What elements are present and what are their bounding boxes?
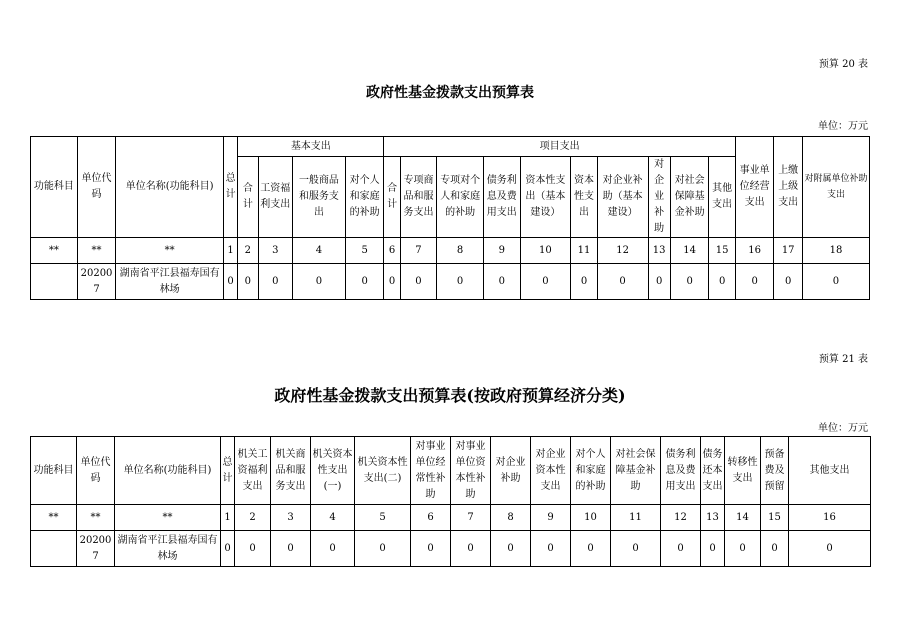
header-basic-sub: 对个人和家庭的补助 — [345, 157, 384, 238]
data-cell: 0 — [648, 264, 670, 300]
header-economic-col: 债务利息及费用支出 — [661, 437, 701, 505]
data-cell: 0 — [221, 531, 235, 567]
index-cell: 6 — [411, 505, 451, 531]
index-cell: 7 — [451, 505, 491, 531]
index-cell: 17 — [774, 238, 802, 264]
index-cell: 11 — [571, 238, 597, 264]
data-cell: 0 — [238, 264, 258, 300]
header-project-sub: 债务利息及费用支出 — [483, 157, 520, 238]
data-cell: 0 — [761, 531, 789, 567]
header-economic-col: 其他支出 — [789, 437, 871, 505]
index-cell: 10 — [520, 238, 571, 264]
table-row — [31, 531, 871, 567]
header-project-sub: 专项商品和服务支出 — [400, 157, 437, 238]
table-row — [31, 505, 871, 531]
data-cell: 0 — [235, 531, 271, 567]
header-economic-col: 机关商品和服务支出 — [271, 437, 311, 505]
index-cell: 12 — [597, 238, 648, 264]
index-cell: 8 — [491, 505, 531, 531]
index-cell: 9 — [483, 238, 520, 264]
header-project-sub: 其他支出 — [709, 157, 735, 238]
index-cell: 1 — [223, 238, 237, 264]
index-cell: 4 — [311, 505, 355, 531]
header-economic-col: 机关资本性支出(一) — [311, 437, 355, 505]
index-cell: 6 — [384, 238, 400, 264]
header-unit-name: 单位名称(功能科目) — [116, 137, 224, 238]
data-cell: 0 — [735, 264, 774, 300]
data-cell: 0 — [355, 531, 411, 567]
header-project-expenditure: 项目支出 — [384, 137, 735, 157]
index-cell: ** — [115, 505, 221, 531]
index-cell: 2 — [235, 505, 271, 531]
index-cell: 16 — [735, 238, 774, 264]
index-cell: 12 — [661, 505, 701, 531]
index-cell: 4 — [293, 238, 346, 264]
header-economic-col: 对社会保障基金补助 — [611, 437, 661, 505]
header-total: 总计 — [221, 437, 235, 505]
data-cell: 0 — [802, 264, 869, 300]
header-basic-expenditure: 基本支出 — [238, 137, 384, 157]
header-project-sub: 对企业补助（基本建设） — [597, 157, 648, 238]
index-cell: 8 — [437, 238, 484, 264]
index-cell: 7 — [400, 238, 437, 264]
index-cell: 5 — [345, 238, 384, 264]
header-economic-col: 对事业单位经常性补助 — [411, 437, 451, 505]
index-cell: 1 — [221, 505, 235, 531]
unit-label: 单位：万元 — [818, 423, 868, 434]
index-cell: 2 — [238, 238, 258, 264]
header-economic-col: 对个人和家庭的补助 — [571, 437, 611, 505]
header-upper-expenditure: 上缴上级支出 — [774, 137, 802, 238]
index-cell: 18 — [802, 238, 869, 264]
index-cell: 3 — [258, 238, 293, 264]
data-cell: 0 — [345, 264, 384, 300]
data-cell: 0 — [789, 531, 871, 567]
header-func-subject: 功能科目 — [31, 437, 77, 505]
index-cell: 16 — [789, 505, 871, 531]
data-cell: 0 — [611, 531, 661, 567]
index-cell: 3 — [271, 505, 311, 531]
index-cell: 11 — [611, 505, 661, 531]
data-cell — [31, 264, 78, 300]
data-cell: 202007 — [77, 531, 115, 567]
data-cell: 0 — [491, 531, 531, 567]
index-cell: ** — [77, 505, 115, 531]
header-economic-col: 对企业资本性支出 — [531, 437, 571, 505]
data-cell: 湖南省平江县福寿国有林场 — [115, 531, 221, 567]
header-economic-col: 转移性支出 — [725, 437, 761, 505]
table-row — [31, 238, 870, 264]
index-cell: 5 — [355, 505, 411, 531]
budget-table-20 — [30, 136, 870, 300]
data-cell — [31, 531, 77, 567]
header-project-sub: 资本性支出 — [571, 157, 597, 238]
data-cell: 0 — [411, 531, 451, 567]
header-project-sub: 对社会保障基金补助 — [670, 157, 709, 238]
data-cell: 0 — [437, 264, 484, 300]
header-basic-sub: 一般商品和服务支出 — [293, 157, 346, 238]
data-cell: 0 — [531, 531, 571, 567]
index-cell: ** — [116, 238, 224, 264]
table-title: 政府性基金拨款支出预算表(按政府预算经济分类) — [274, 386, 626, 405]
data-cell: 202007 — [77, 264, 116, 300]
header-economic-col: 债务还本支出 — [701, 437, 725, 505]
header-project-sub: 专项对个人和家庭的补助 — [437, 157, 484, 238]
index-cell: 14 — [670, 238, 709, 264]
header-project-sub: 合计 — [384, 157, 400, 238]
data-cell: 0 — [571, 531, 611, 567]
data-cell: 0 — [661, 531, 701, 567]
budget-table-21 — [30, 436, 871, 567]
index-cell: 10 — [571, 505, 611, 531]
index-cell: ** — [31, 505, 77, 531]
header-economic-col: 机关工资福利支出 — [235, 437, 271, 505]
index-cell: 14 — [725, 505, 761, 531]
header-basic-sub: 工资福利支出 — [258, 157, 293, 238]
header-unit-code: 单位代码 — [77, 437, 115, 505]
unit-label: 单位：万元 — [818, 121, 868, 132]
data-cell: 0 — [384, 264, 400, 300]
header-basic-sub: 合计 — [238, 157, 258, 238]
index-cell: 9 — [531, 505, 571, 531]
table-number-label: 预算 21 表 — [818, 354, 868, 365]
data-cell: 0 — [571, 264, 597, 300]
table-row — [31, 264, 870, 300]
data-cell: 0 — [271, 531, 311, 567]
header-economic-col: 机关资本性支出(二) — [355, 437, 411, 505]
table-title: 政府性基金拨款支出预算表 — [366, 85, 534, 101]
header-affiliated-subsidy: 对附属单位补助支出 — [802, 137, 869, 238]
header-economic-col: 对企业补助 — [491, 437, 531, 505]
header-economic-col: 对事业单位资本性补助 — [451, 437, 491, 505]
data-cell: 0 — [483, 264, 520, 300]
index-cell: 15 — [709, 238, 735, 264]
data-cell: 0 — [293, 264, 346, 300]
header-project-sub: 资本性支出（基本建设） — [520, 157, 571, 238]
data-cell: 0 — [400, 264, 437, 300]
index-cell: ** — [31, 238, 78, 264]
data-cell: 0 — [597, 264, 648, 300]
index-cell: 15 — [761, 505, 789, 531]
header-project-sub: 对企业补助 — [648, 157, 670, 238]
index-cell: 13 — [701, 505, 725, 531]
data-cell: 0 — [709, 264, 735, 300]
data-cell: 0 — [451, 531, 491, 567]
header-economic-col: 预备费及预留 — [761, 437, 789, 505]
data-cell: 0 — [701, 531, 725, 567]
table-number-label: 预算 20 表 — [818, 59, 868, 70]
header-unit-code: 单位代码 — [77, 137, 116, 238]
header-unit-name: 单位名称(功能科目) — [115, 437, 221, 505]
data-cell: 0 — [223, 264, 237, 300]
data-cell: 0 — [258, 264, 293, 300]
data-cell: 0 — [311, 531, 355, 567]
data-cell: 湖南省平江县福寿国有林场 — [116, 264, 224, 300]
data-cell: 0 — [520, 264, 571, 300]
index-cell: ** — [77, 238, 116, 264]
data-cell: 0 — [725, 531, 761, 567]
header-total: 总计 — [223, 137, 237, 238]
data-cell: 0 — [670, 264, 709, 300]
header-enterprise-expenditure: 事业单位经营支出 — [735, 137, 774, 238]
index-cell: 13 — [648, 238, 670, 264]
header-func-subject: 功能科目 — [31, 137, 78, 238]
data-cell: 0 — [774, 264, 802, 300]
